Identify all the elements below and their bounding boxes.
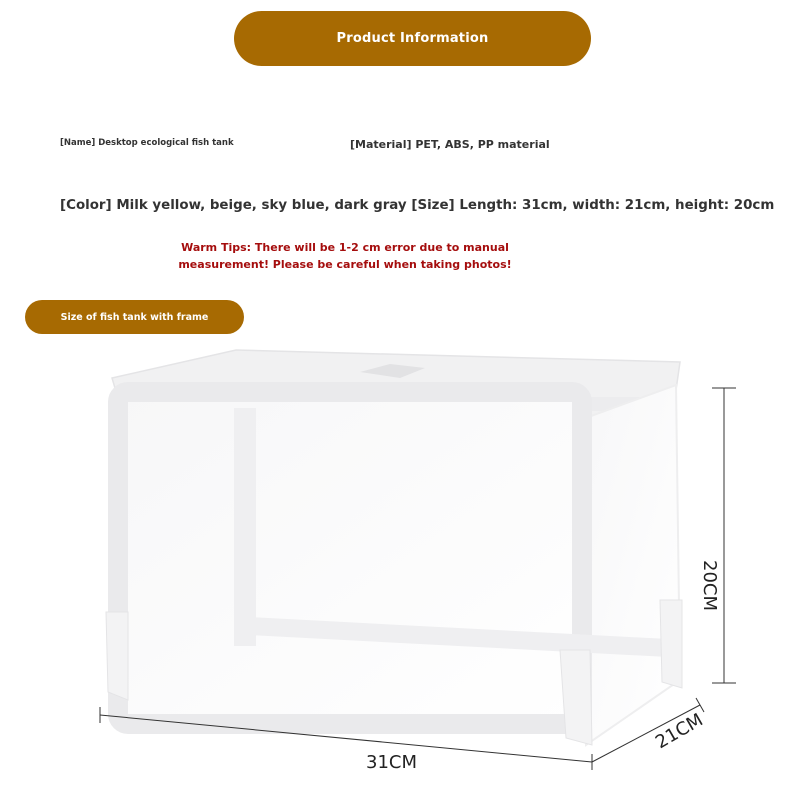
back-foot-right — [660, 600, 682, 688]
warning-line-2: measurement! Please be careful when taking photos! — [178, 258, 512, 271]
inner-post-left — [234, 408, 256, 646]
width-dimension-label: 31CM — [366, 752, 418, 773]
product-material: [Material] PET, ABS, PP material — [350, 138, 550, 151]
depth-dimension-label: 21CM — [652, 709, 707, 754]
product-name: [Name] Desktop ecological fish tank — [60, 138, 234, 148]
side-glass — [580, 385, 680, 745]
header-title: Product Information — [336, 31, 489, 46]
product-color-size: [Color] Milk yellow, beige, sky blue, dark gray [Size] Length: 31cm, width: 21cm, height: 20cm — [60, 198, 775, 213]
warning-line-1: Warm Tips: There will be 1-2 cm error due to manual — [181, 241, 509, 254]
height-dimension-label: 20CM — [699, 560, 720, 612]
section-title: Size of fish tank with frame — [60, 311, 209, 323]
front-frame — [118, 392, 582, 724]
front-foot-left — [106, 612, 128, 700]
